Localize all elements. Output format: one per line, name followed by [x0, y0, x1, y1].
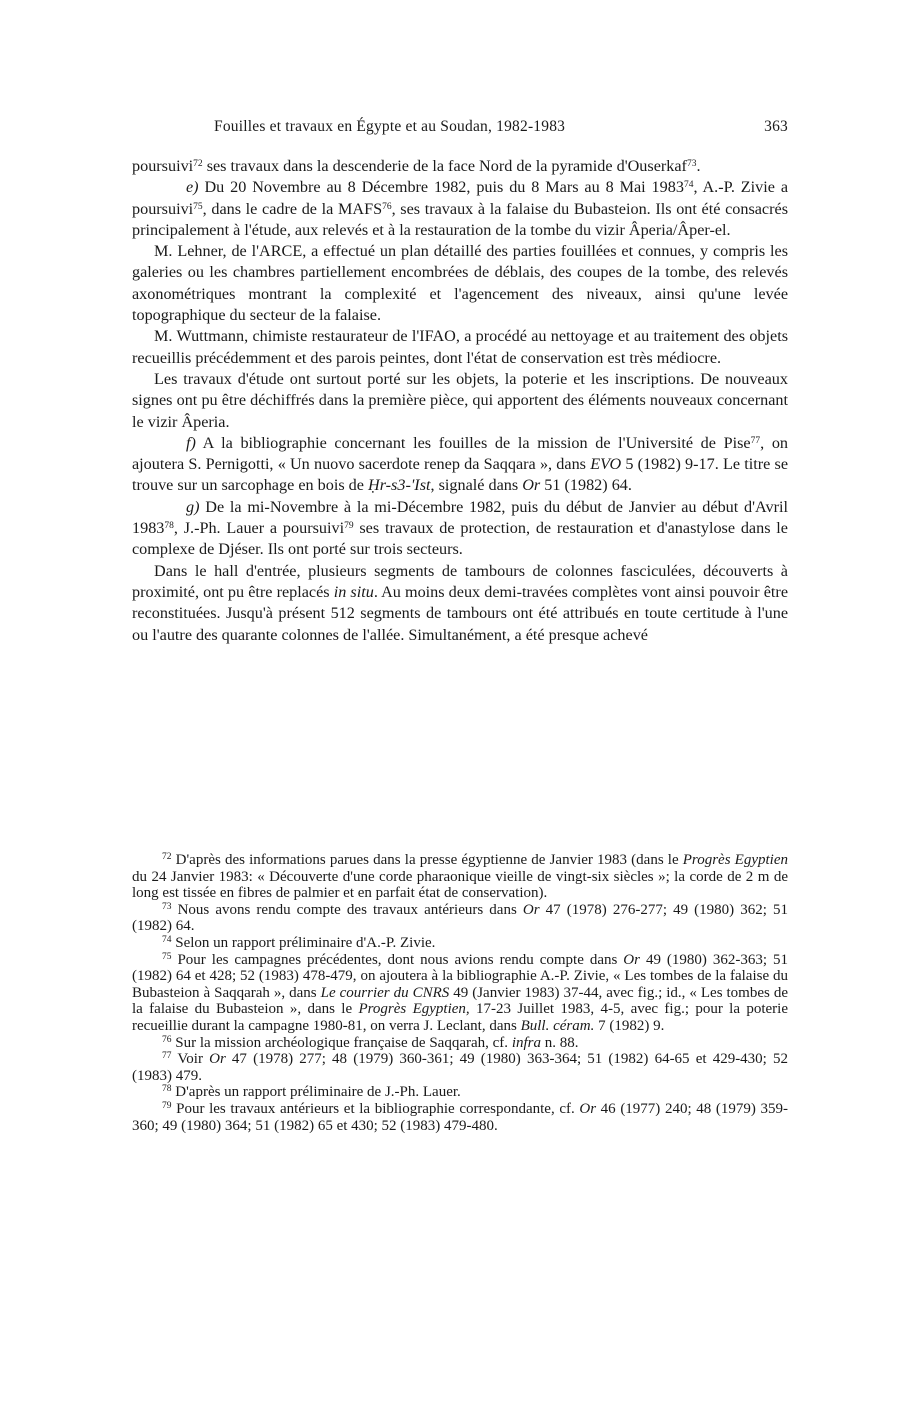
text: 51 (1982) 64.: [540, 476, 632, 495]
footnote-ref: 78: [164, 521, 174, 532]
journal-title: Progrès Egyptien,: [358, 1001, 470, 1018]
text: 5 (1982) 9-17. Le titre se trouve sur un sarcophage en bois de: [132, 455, 788, 495]
journal-title: Or: [522, 476, 541, 495]
cross-reference: infra: [511, 1034, 541, 1051]
text: D'après des informations parues dans la presse égyptienne de Janvier 1983 (dans le: [171, 852, 683, 868]
text: Du 20 Novembre au 8 Décembre 1982, puis du 8 Mars au 8 Mai 1983: [198, 178, 684, 197]
journal-title: Le courrier du CNRS: [320, 984, 450, 1001]
text: D'après un rapport préliminaire de J.-Ph. Lauer.: [171, 1084, 461, 1101]
text: Sur la mission archéologique française de Saqqarah, cf.: [171, 1034, 512, 1051]
footnote-number: 78: [162, 1084, 172, 1095]
text: 49 (Janvier 1983) 37-44, avec fig.; id., « Les tombes de la falaise du Bubasteion », dans le: [132, 984, 788, 1018]
footnote-ref: 73: [686, 159, 697, 169]
footnote-77: [132, 1051, 788, 1084]
footnote-number: 79: [162, 1100, 172, 1111]
running-title: Fouilles et travaux en Égypte et au Soudan, 1982-1983: [214, 118, 566, 135]
text: 7 (1982) 9.: [594, 1017, 665, 1034]
text: Dans le hall d'entrée, plusieurs segments de tambours de colonnes fasciculées, découverts à proximité, ont pu être replacés: [132, 561, 788, 601]
footnote-number: 75: [162, 951, 172, 962]
text: 47 (1978) 277; 48 (1979) 360-361; 49 (1980) 363-364; 51 (1982) 64-65 et 429-430; 52 (1983) 479.: [132, 1051, 789, 1084]
section-label: f): [186, 433, 196, 452]
latin-term: in situ: [333, 582, 374, 601]
text: , signalé dans: [430, 476, 523, 495]
text: Selon un rapport préliminaire d'A.-P. Zivie.: [171, 934, 436, 951]
text: du 24 Janvier 1983: « Découverte d'une corde pharaonique vieille de vingt-six siècles »; la corde de 2 m de long est tissée en fibres de palmier et en parfait état de conservation).: [132, 868, 788, 902]
footnote-number: 72: [162, 852, 172, 862]
text: , A.-P. Zivie a poursuivi: [132, 178, 788, 218]
footnote-ref: 76: [382, 201, 392, 212]
paragraph-lehner: M. Lehner, de l'ARCE, a effectué un plan détaillé des parties fouillées et connues, y compris les galeries ou les chambres partiellement encombrées de déblais, des coupes de la tombe, des relevés axonométriques montrant la complexité et l'agencement des niveaux, ainsi qu'une levée topographique du secteur de la falaise.: [132, 242, 788, 325]
footnote-number: 73: [162, 901, 172, 912]
text: Voir: [171, 1051, 210, 1068]
paragraph-travaux: Les travaux d'étude ont surtout porté sur les objets, la poterie et les inscriptions. De nouveaux signes ont pu être déchiffrés dans la première pièce, qui apportent des éléments nouveaux concernant le vizir Âperia.: [132, 369, 788, 431]
page-number: 363: [764, 118, 788, 135]
footnote-ref: 72: [193, 159, 203, 169]
footnote-ref: 77: [750, 435, 761, 446]
text: Pour les travaux antérieurs et la bibliographie correspondante, cf.: [171, 1100, 580, 1117]
footnote-76: [132, 1035, 788, 1052]
footnote-number: 74: [162, 934, 172, 945]
paragraph-1: [132, 156, 788, 177]
text: n. 88.: [541, 1034, 579, 1051]
text: A la bibliographie concernant les fouilles de la mission de l'Université de Pise: [195, 433, 751, 452]
text: 49 (1980) 362-363; 51 (1982) 64 et 428; 52 (1983) 478-479, on ajoutera à la bibliographie A.-P. Zivie, « Les tombes de la falaise du Bubasteion à Saqqarah », dans: [132, 951, 788, 1001]
section-label: e): [186, 178, 199, 197]
footnote-73: [132, 902, 788, 935]
text: . Au moins deux demi-travées complètes vont ainsi pouvoir être reconstituées. Jusqu'à présent 512 segments de tambours ont été attribués en toute certitude à l'une ou l'autre des quarante colonnes de l'allée. Simultanément, a été presque achevé: [132, 582, 788, 644]
text: ses travaux dans la descenderie de la face Nord de la pyramide d'Ouserkaf: [202, 157, 687, 175]
main-text: [132, 156, 788, 646]
paragraph-f: [132, 433, 788, 497]
section-label: g): [186, 497, 200, 516]
text: , dans le cadre de la MAFS: [202, 199, 383, 218]
footnote-72: [132, 852, 788, 902]
footnote-ref: 74: [683, 180, 694, 191]
running-header: [132, 118, 788, 142]
text: 46 (1977) 240; 48 (1979) 359-360; 49 (1980) 364; 51 (1982) 65 et 430; 52 (1983) 479-480.: [132, 1100, 788, 1134]
transliteration: Ḥr-s3-'Ist: [368, 476, 431, 495]
journal-title: Or: [579, 1100, 597, 1117]
text: De la mi-Novembre à la mi-Décembre 1982, puis du début de Janvier au début d'Avril 1983: [132, 497, 788, 538]
text: Nous avons rendu compte des travaux antérieurs dans: [171, 901, 523, 918]
text: , on ajoutera S. Pernigotti, « Un nuovo sacerdote renep da Saqqara », dans: [132, 433, 789, 474]
journal-title: Progrès Egyptien: [682, 852, 788, 868]
footnote-number: 77: [162, 1051, 172, 1062]
footnote-ref: 79: [344, 521, 354, 532]
footnote-75: [132, 952, 788, 1035]
paragraph-g: [132, 497, 788, 561]
footnote-ref: 75: [193, 201, 203, 212]
text: Pour les campagnes précédentes, dont nous avions rendu compte dans: [171, 951, 624, 968]
text: 47 (1978) 276-277; 49 (1980) 362; 51 (1982) 64.: [132, 901, 789, 935]
text: 17-23 Juillet 1983, 4-5, avec fig.; pour la poterie recueillie durant la campagne 1980-81, on verra J. Leclant, dans: [132, 1001, 789, 1034]
text: poursuivi: [132, 157, 194, 175]
footnote-74: [132, 935, 788, 952]
text: .: [696, 157, 701, 175]
footnotes: [132, 852, 788, 1134]
text: , ses travaux à la falaise du Bubasteion. Ils ont été consacrés principalement à l'étude, aux relevés et à la restauration de la tombe du vizir Âperia/Âper-el.: [132, 199, 788, 239]
footnote-79: [132, 1101, 788, 1134]
journal-title: EVO: [590, 455, 622, 474]
text: ses travaux de protection, de restauration et d'anastylose dans le complexe de Djéser. Ils ont porté sur trois secteurs.: [132, 519, 788, 559]
journal-title: Or: [623, 951, 640, 968]
paragraph-hall: [132, 561, 788, 646]
paragraph-wuttmann: M. Wuttmann, chimiste restaurateur de l'IFAO, a procédé au nettoyage et au traitement des objets recueillis précédemment et des parois peintes, dont l'état de conservation est très médiocre.: [132, 327, 788, 367]
footnote-78: [132, 1084, 788, 1101]
journal-title: Or: [522, 901, 540, 918]
journal-title: Bull. céram.: [520, 1017, 595, 1034]
paragraph-e: [132, 177, 788, 241]
text: , J.-Ph. Lauer a poursuivi: [173, 519, 345, 538]
footnote-number: 76: [162, 1034, 172, 1045]
journal-title: Or: [209, 1051, 226, 1068]
